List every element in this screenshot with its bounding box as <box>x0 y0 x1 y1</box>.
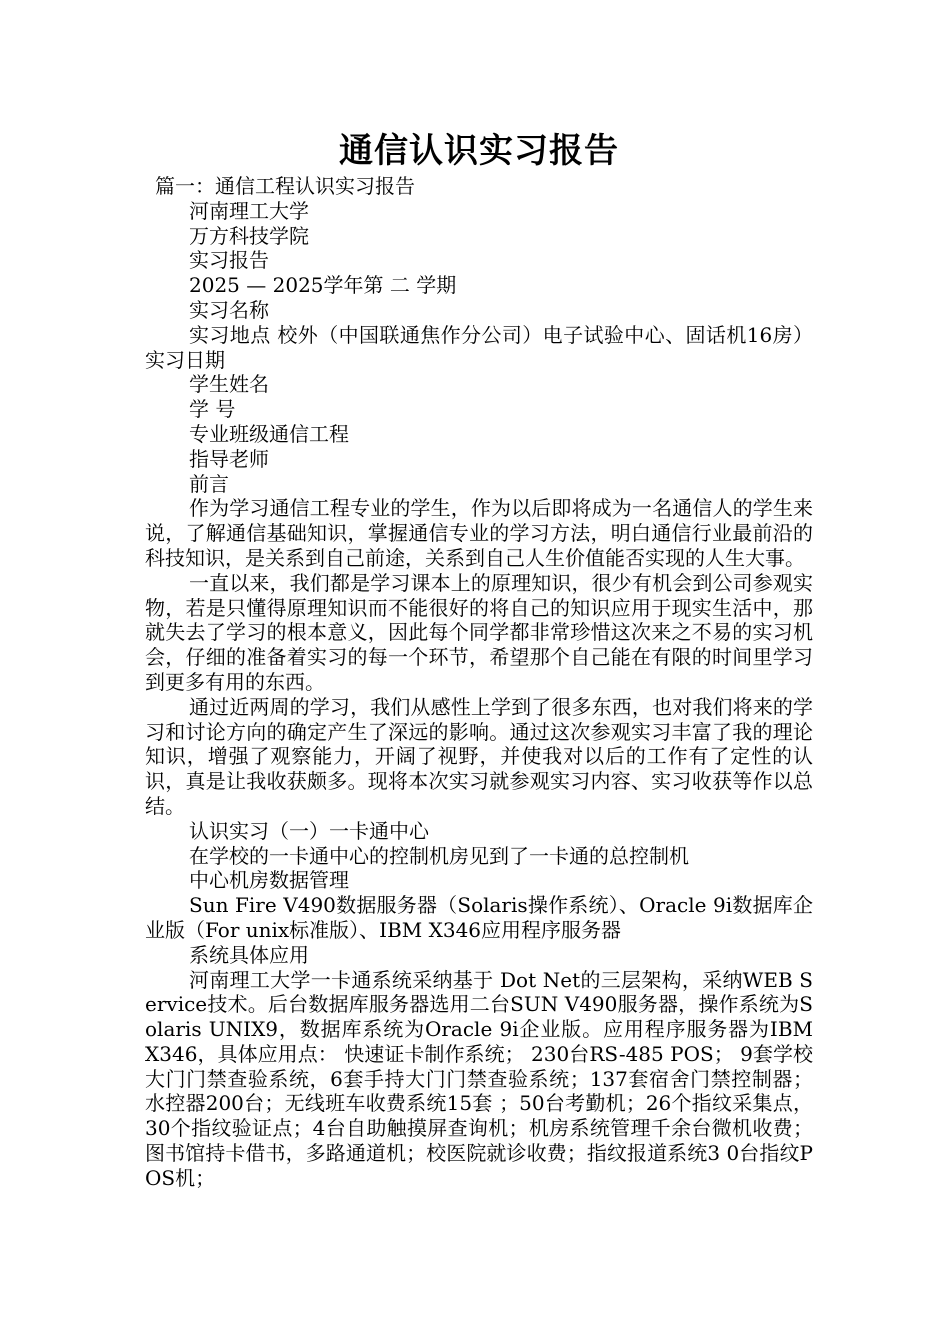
semester-line: 2025 — 2025学年第 二 学期 <box>189 273 457 298</box>
internship-name-label: 实习名称 <box>189 297 269 322</box>
paragraph-3: 通过近两周的学习，我们从感性上学到了很多东西，也对我们将来的学习和讨论方向的确定产生了深远的影响。通过这次参观实习丰富了我的理论知识，增强了观察能力，开阔了视野，并使我对以后的工作有了定性的认识，真是让我收获颇多。现将本次实习就参观实习内容、实习收获等作以总结。 <box>145 694 813 818</box>
internship-location-paragraph: 实习地点 校外（中国联通焦作分公司）电子试验中心、固话机16房） 实习日期 <box>145 322 813 372</box>
class-label: 专业班级通信工程 <box>189 421 349 446</box>
system-application-heading: 系统具体应用 <box>189 942 309 967</box>
document-title: 通信认识实习报告 <box>339 131 619 171</box>
college-name: 万方科技学院 <box>189 223 309 248</box>
student-name-label: 学生姓名 <box>189 372 269 397</box>
advisor-label: 指导老师 <box>189 446 269 471</box>
report-label: 实习报告 <box>189 248 269 273</box>
paragraph-2: 一直以来，我们都是学习课本上的原理知识，很少有机会到公司参观实物，若是只懂得原理知识而不能很好的将自己的知识应用于现实生活中，那就失去了学习的根本意义，因此每个同学都非常珍惜这次来之不易的实习机会，仔细的准备着实习的每一个环节，希望那个自己能在有限的时间里学习到更多有用的东西。 <box>145 570 813 694</box>
system-paragraph: 河南理工大学一卡通系统采纳基于 Dot Net的三层架构，采纳WEB Service技术。后台数据库服务器选用二台SUN V490服务器，操作系统为Solaris UNIX9，数据库系统为Oracle 9i企业版。应用程序服务器为IBM X346，具体应用点： 快速证卡制作系统； 230台RS-485 POS； 9套学校大门门禁查验系统，6套手持大门门禁查验系统；137套宿舍门禁控制器；水控器200台；无线班车收费系统15套 ；50台考勤机；26个指纹采集点，30个指纹验证点；4台自助触摸屏查询机；机房系统管理千余台微机收费；图书馆持卡借书，多路通道机；校医院就诊收费；指纹报道系统3 0台指纹POS机； <box>145 967 813 1190</box>
student-id-label: 学 号 <box>189 397 236 422</box>
paragraph-1: 作为学习通信工程专业的学生，作为以后即将成为一名通信人的学生来说，了解通信基础知识，掌握通信专业的学习方法，明白通信行业最前沿的科技知识，是关系到自己前途，关系到自己人生价值能否实现的人生大事。 <box>145 496 813 570</box>
preface-heading: 前言 <box>189 471 229 496</box>
section-heading-card-center: 认识实习（一）一卡通中心 <box>189 818 429 843</box>
data-management-heading: 中心机房数据管理 <box>189 868 349 893</box>
section-heading: 篇一：通信工程认识实习报告 <box>155 174 415 198</box>
document-page <box>145 128 813 1191</box>
server-paragraph: Sun Fire V490数据服务器（Solaris操作系统）、Oracle 9i数据库企业版（For unix标准版）、IBM X346应用程序服务器 <box>145 893 813 942</box>
card-center-line: 在学校的一卡通中心的控制机房见到了一卡通的总控制机 <box>189 843 689 868</box>
university-name: 河南理工大学 <box>189 198 309 223</box>
